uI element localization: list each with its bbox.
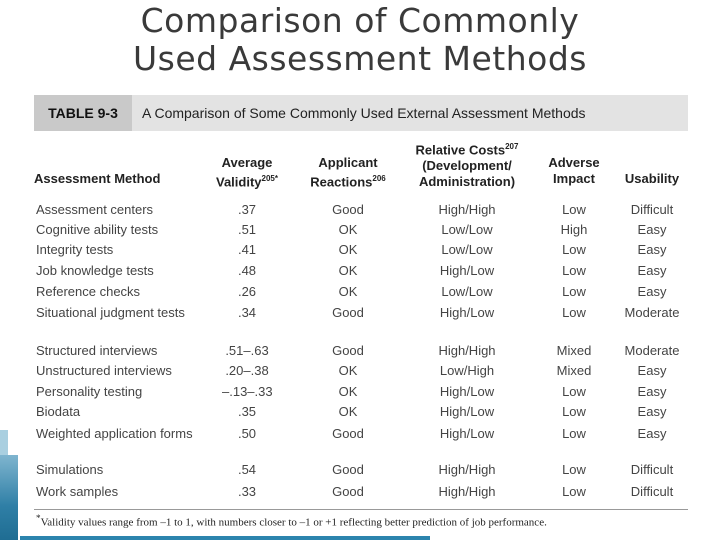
- method-cell: Biodata: [36, 404, 81, 419]
- slide-title: [0, 2, 720, 78]
- method-cell: Unstructured interviews: [36, 363, 172, 378]
- header-reactions: Applicant Reactions$^{206}$: [310, 155, 386, 190]
- impact-cell: Low: [562, 426, 586, 441]
- impact-cell: Low: [562, 305, 586, 320]
- costs-cell: Low/Low: [441, 284, 493, 299]
- costs-cell: High/Low: [439, 426, 495, 441]
- reactions-cell: Good: [332, 462, 364, 477]
- table-banner: [34, 95, 688, 131]
- usability-cell: Moderate: [624, 305, 680, 320]
- method-cell: Personality testing: [36, 384, 143, 399]
- validity-cell: –.13–.33: [222, 384, 273, 399]
- method-cell: Situational judgment tests: [36, 305, 185, 320]
- usability-cell: Easy: [637, 284, 667, 299]
- method-cell: Integrity tests: [36, 242, 114, 257]
- header-usability: Usability: [624, 171, 680, 186]
- reactions-cell: OK: [338, 404, 358, 419]
- validity-cell: .48: [237, 263, 257, 278]
- costs-cell: High/Low: [439, 404, 495, 419]
- costs-cell: High/Low: [439, 384, 495, 399]
- header-method: Assessment Method: [34, 171, 161, 186]
- usability-cell: Easy: [637, 222, 667, 237]
- impact-cell: Low: [562, 384, 586, 399]
- usability-cell: Difficult: [630, 202, 674, 217]
- validity-cell: .51–.63: [225, 343, 269, 358]
- impact-cell: Mixed: [556, 343, 592, 358]
- validity-cell: .51: [237, 222, 257, 237]
- reactions-cell: OK: [338, 242, 358, 257]
- validity-cell: .41: [237, 242, 257, 257]
- bottom-accent-line: [20, 536, 430, 540]
- header-validity: Average Validity$^{205*}$: [216, 155, 278, 190]
- method-cell: Weighted application forms: [36, 426, 193, 441]
- impact-cell: High: [560, 222, 588, 237]
- costs-cell: High/High: [438, 484, 496, 499]
- validity-cell: .35: [237, 404, 257, 419]
- header-impact: Adverse Impact: [548, 155, 600, 186]
- usability-cell: Easy: [637, 384, 667, 399]
- reactions-cell: Good: [332, 343, 364, 358]
- side-decoration: [0, 455, 18, 540]
- costs-cell: Low/Low: [441, 242, 493, 257]
- reactions-cell: Good: [332, 202, 364, 217]
- costs-cell: High/High: [438, 462, 496, 477]
- impact-cell: Low: [562, 202, 586, 217]
- method-cell: Structured interviews: [36, 343, 158, 358]
- usability-cell: Easy: [637, 363, 667, 378]
- table-label: TABLE 9-3: [34, 95, 132, 131]
- impact-cell: Low: [562, 404, 586, 419]
- costs-cell: High/Low: [439, 263, 495, 278]
- impact-cell: Low: [562, 284, 586, 299]
- validity-cell: .37: [237, 202, 257, 217]
- reactions-cell: Good: [332, 484, 364, 499]
- validity-cell: .50: [237, 426, 257, 441]
- usability-cell: Easy: [637, 426, 667, 441]
- usability-cell: Difficult: [630, 484, 674, 499]
- method-cell: Cognitive ability tests: [36, 222, 159, 237]
- validity-cell: .26: [237, 284, 257, 299]
- validity-cell: .33: [237, 484, 257, 499]
- reactions-cell: OK: [338, 363, 358, 378]
- costs-cell: Low/Low: [441, 222, 493, 237]
- reactions-cell: OK: [338, 222, 358, 237]
- reactions-cell: OK: [338, 263, 358, 278]
- usability-cell: Moderate: [624, 343, 680, 358]
- costs-cell: High/Low: [439, 305, 495, 320]
- slide-title-line-2: Used Assessment Methods: [133, 39, 587, 78]
- table-title: A Comparison of Some Commonly Used External Assessment Methods: [142, 105, 586, 121]
- validity-cell: .54: [237, 462, 257, 477]
- table-footnote: *Validity values range from –1 to 1, with numbers closer to –1 or +1 reflecting better prediction of job performance.: [36, 513, 547, 529]
- impact-cell: Low: [562, 263, 586, 278]
- usability-cell: Easy: [637, 404, 667, 419]
- comparison-table: [34, 95, 688, 535]
- impact-cell: Mixed: [556, 363, 592, 378]
- method-cell: Reference checks: [36, 284, 141, 299]
- method-cell: Work samples: [36, 484, 119, 499]
- costs-cell: High/High: [438, 343, 496, 358]
- impact-cell: Low: [562, 462, 586, 477]
- reactions-cell: OK: [338, 284, 358, 299]
- footnote-divider: [34, 509, 688, 510]
- reactions-cell: Good: [332, 305, 364, 320]
- method-cell: Simulations: [36, 462, 104, 477]
- reactions-cell: Good: [332, 426, 364, 441]
- method-cell: Assessment centers: [36, 202, 154, 217]
- reactions-cell: OK: [338, 384, 358, 399]
- header-costs: Relative Costs$^{207}$ (Development/ Administration): [415, 142, 519, 190]
- costs-cell: Low/High: [439, 363, 495, 378]
- validity-cell: .20–.38: [225, 363, 269, 378]
- validity-cell: .34: [237, 305, 257, 320]
- impact-cell: Low: [562, 242, 586, 257]
- costs-cell: High/High: [438, 202, 496, 217]
- usability-cell: Difficult: [630, 462, 674, 477]
- method-cell: Job knowledge tests: [36, 263, 154, 278]
- usability-cell: Easy: [637, 242, 667, 257]
- impact-cell: Low: [562, 484, 586, 499]
- slide-title-line-1: Comparison of Commonly: [140, 1, 580, 40]
- usability-cell: Easy: [637, 263, 667, 278]
